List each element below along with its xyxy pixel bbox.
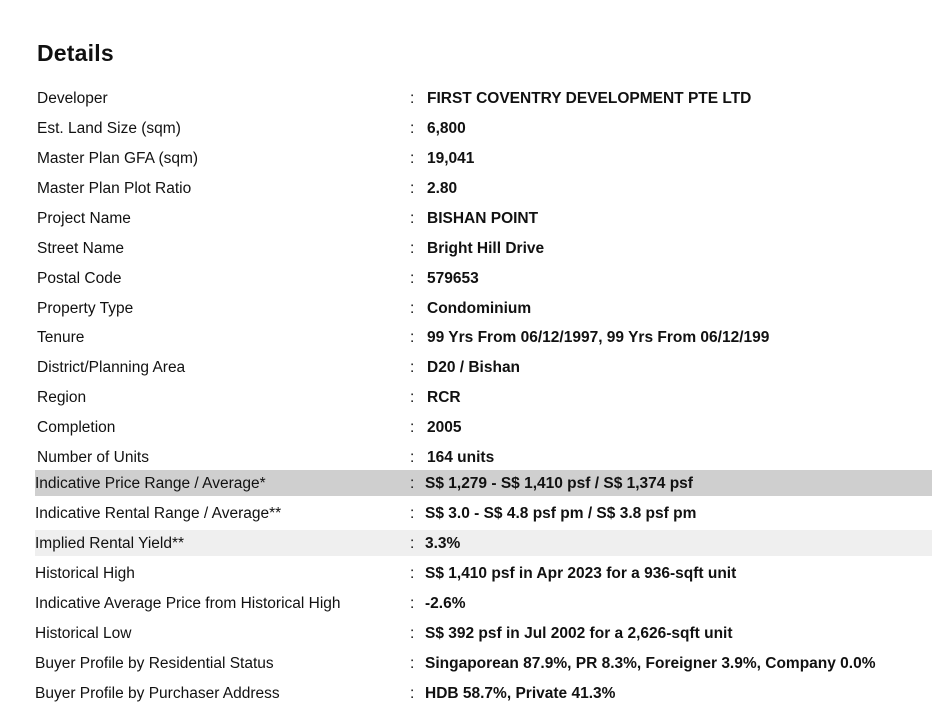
- detail-row-historical-low: [35, 620, 932, 646]
- row-value: 6,800: [427, 120, 466, 137]
- detail-row-buyer-address: [35, 680, 932, 706]
- detail-row-plot-ratio: [35, 175, 932, 201]
- row-value: 579653: [427, 270, 479, 287]
- row-separator: :: [410, 270, 415, 287]
- row-separator: :: [410, 329, 415, 346]
- row-label: Region: [37, 389, 87, 406]
- row-separator: :: [410, 449, 415, 466]
- row-label: Est. Land Size (sqm): [37, 120, 181, 137]
- row-value: D20 / Bishan: [427, 359, 521, 376]
- row-separator: :: [410, 625, 415, 642]
- row-value: S$ 1,279 - S$ 1,410 psf / S$ 1,374 psf: [425, 475, 693, 492]
- row-value: S$ 3.0 - S$ 4.8 psf pm / S$ 3.8 psf pm: [425, 505, 697, 522]
- detail-row-land-size: [35, 115, 932, 141]
- row-label: Buyer Profile by Purchaser Address: [35, 685, 280, 702]
- row-value: Singaporean 87.9%, PR 8.3%, Foreigner 3.9%, Company 0.0%: [425, 655, 876, 672]
- row-value: 2005: [427, 419, 462, 436]
- row-value: -2.6%: [425, 595, 466, 612]
- row-label: Completion: [37, 419, 116, 436]
- row-label: Indicative Rental Range / Average**: [35, 505, 282, 522]
- row-label: District/Planning Area: [37, 359, 186, 376]
- row-separator: :: [410, 240, 415, 257]
- row-separator: :: [410, 535, 415, 552]
- row-separator: :: [410, 359, 415, 376]
- row-separator: :: [410, 150, 415, 167]
- row-label: Indicative Price Range / Average*: [35, 475, 266, 492]
- detail-row-property-type: [35, 295, 932, 321]
- row-separator: :: [410, 300, 415, 317]
- row-label: Project Name: [37, 210, 131, 227]
- detail-row-project-name: [35, 205, 932, 231]
- row-value: 3.3%: [425, 535, 461, 552]
- row-label: Master Plan GFA (sqm): [37, 150, 199, 167]
- detail-row-historical-high: [35, 560, 932, 586]
- row-separator: :: [410, 595, 415, 612]
- row-label: Implied Rental Yield**: [35, 535, 185, 552]
- row-separator: :: [410, 685, 415, 702]
- detail-row-completion: [35, 414, 932, 440]
- row-value: S$ 1,410 psf in Apr 2023 for a 936-sqft unit: [425, 565, 737, 582]
- row-label: Historical High: [35, 565, 135, 582]
- row-separator: :: [410, 565, 415, 582]
- row-label: Master Plan Plot Ratio: [37, 180, 192, 197]
- row-separator: :: [410, 419, 415, 436]
- detail-row-avg-from-high: [35, 590, 932, 616]
- page-title: Details: [37, 40, 114, 66]
- row-separator: :: [410, 120, 415, 137]
- row-separator: :: [410, 655, 415, 672]
- row-value: Condominium: [427, 300, 532, 317]
- row-separator: :: [410, 210, 415, 227]
- row-value: FIRST COVENTRY DEVELOPMENT PTE LTD: [427, 90, 752, 107]
- row-separator: :: [410, 475, 415, 492]
- row-separator: :: [410, 505, 415, 522]
- detail-row-price-range: [35, 470, 932, 496]
- row-value: 99 Yrs From 06/12/1997, 99 Yrs From 06/12/199: [427, 329, 770, 346]
- row-separator: :: [410, 389, 415, 406]
- row-label: Historical Low: [35, 625, 132, 642]
- row-value: 19,041: [427, 150, 475, 167]
- row-separator: :: [410, 90, 415, 107]
- row-label: Street Name: [37, 240, 125, 257]
- row-separator: :: [410, 180, 415, 197]
- row-label: Developer: [37, 90, 108, 107]
- detail-row-rental-yield: [35, 530, 932, 556]
- row-value: 2.80: [427, 180, 458, 197]
- detail-row-district: [35, 354, 932, 380]
- detail-row-developer: [35, 85, 932, 111]
- row-value: BISHAN POINT: [427, 210, 539, 227]
- row-label: Number of Units: [37, 449, 149, 466]
- detail-row-street-name: [35, 235, 932, 261]
- row-value: HDB 58.7%, Private 41.3%: [425, 685, 616, 702]
- detail-row-number-of-units: [35, 444, 932, 470]
- detail-row-gfa: [35, 145, 932, 171]
- row-value: RCR: [427, 389, 461, 406]
- row-label: Property Type: [37, 300, 134, 317]
- detail-row-rental-range: [35, 500, 932, 526]
- row-label: Buyer Profile by Residential Status: [35, 655, 274, 672]
- row-value: 164 units: [427, 449, 495, 466]
- detail-row-postal-code: [35, 265, 932, 291]
- row-value: S$ 392 psf in Jul 2002 for a 2,626-sqft unit: [425, 625, 733, 642]
- row-label: Postal Code: [37, 270, 122, 287]
- row-label: Indicative Average Price from Historical High: [35, 595, 341, 612]
- detail-row-tenure: [35, 324, 932, 350]
- row-label: Tenure: [37, 329, 85, 346]
- row-value: Bright Hill Drive: [427, 240, 545, 257]
- detail-row-region: [35, 384, 932, 410]
- detail-row-buyer-residential: [35, 650, 932, 676]
